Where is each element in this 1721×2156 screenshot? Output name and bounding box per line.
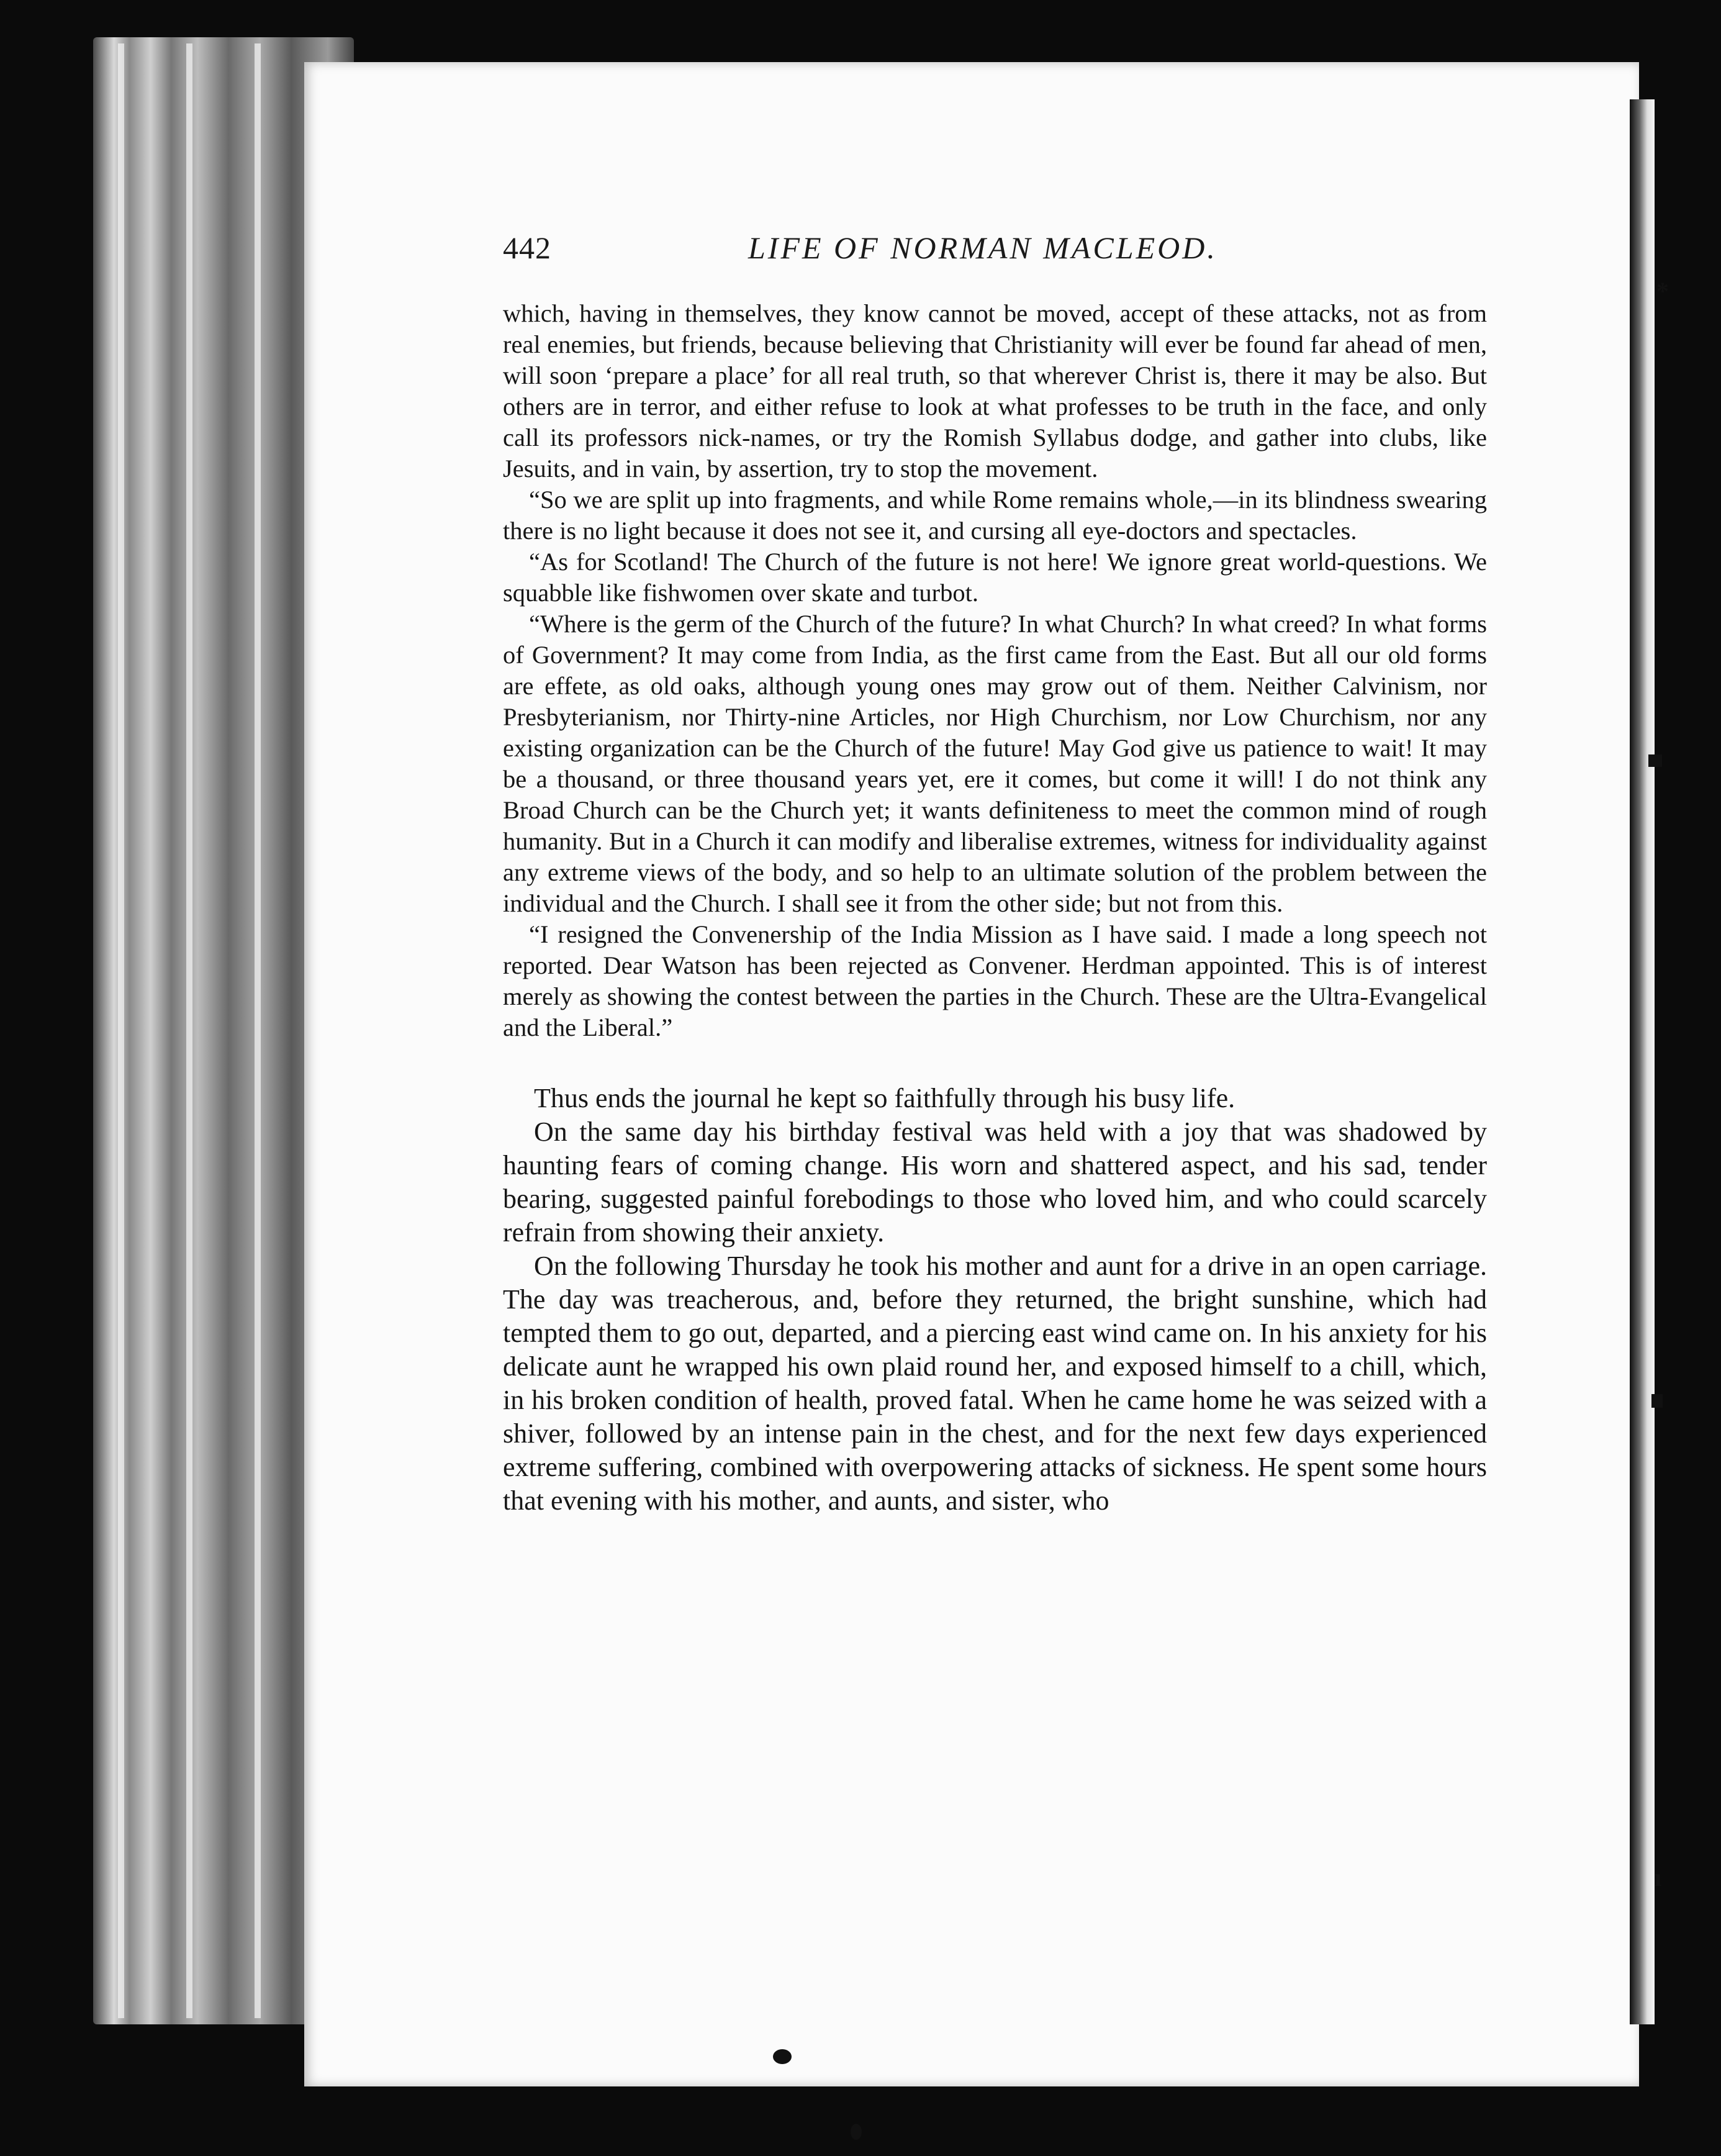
- running-title: LIFE OF NORMAN MACLEOD.: [748, 230, 1217, 265]
- narrative-paragraph: Thus ends the journal he kept so faithfully through his busy life.: [534, 1083, 1235, 1113]
- letter-paragraph: “I resigned the Convenership of the India Mission as I have said. I made a long speech not reported. Dear Watson has been rejected as Convener. Herdman appointed. This is of interest merely as showing the contest between the parties in the Church. These are the Ultra-Evangelical and the Liberal.”: [503, 920, 1487, 1041]
- page-number: 442: [503, 230, 551, 265]
- page-edge-line: [255, 43, 261, 2018]
- page-edge-line: [186, 43, 192, 2018]
- gutter-edge: [1630, 99, 1655, 2024]
- letter-paragraph: which, having in themselves, they know cannot be moved, accept of these attacks, not as from real enemies, but friends, because believing that Christianity will ever be found far ahead of men, will soon ‘prepare a place’ for all real truth, so that wherever Christ is, there it may be also. But others are in terror, and either refuse to look at what professes to be truth in the face, and only call its professors nick-names, or try the Romish Syllabus dodge, and gather into clubs, like Jesuits, and in vain, by assertion, try to stop the movement.: [503, 299, 1487, 482]
- body-text: [503, 298, 1487, 1518]
- margin-mark: [1648, 754, 1662, 767]
- page-edge-line: [118, 43, 124, 2018]
- ink-blot: [851, 2124, 862, 2140]
- margin-mark: ı: [1655, 1864, 1662, 1891]
- margin-mark: *: [1656, 277, 1669, 305]
- narrative: [503, 1082, 1487, 1518]
- letter-paragraph: “So we are split up into fragments, and while Rome remains whole,—in its blindness swearing there is no light because it does not see it, and cursing all eye-doctors and spectacles.: [503, 486, 1487, 545]
- letter-paragraph: “Where is the germ of the Church of the future? In what Church? In what creed? In what forms of Government? It may come from India, as the first came from the East. But all our old forms are effete, as old oaks, although young ones may grow out of them. Neither Calvinism, nor Presbyterianism, nor Thirty-nine Articles, nor High Churchism, nor Low Churchism, nor any existing organization can be the Church of the future! May God give us patience to wait! It may be a thousand, or three thousand years yet, ere it comes, but come it will! I do not think any Broad Church can be the Church yet; it wants definiteness to meet the common mind of rough humanity. But in a Church it can modify and liberalise extremes, witness for individuality against any extreme views of the body, and so help to an ultimate solution of the problem between the individual and the Church. I shall see it from the other side; but not from this.: [503, 610, 1487, 917]
- narrative-paragraph: On the same day his birthday festival was held with a joy that was shadowed by haunting fears of coming change. His worn and shattered aspect, and his sad, tender bearing, suggested painful forebodings to those who loved him, and who could scarcely refrain from showing their anxiety.: [503, 1116, 1487, 1248]
- page-header: [503, 230, 1496, 273]
- narrative-paragraph: On the following Thursday he took his mother and aunt for a drive in an open carriage. The day was treacherous, and, before they returned, the bright sunshine, which had tempted them to go out, departed, and a piercing east wind came on. In his anxiety for his delicate aunt he wrapped his own plaid round her, and exposed himself to a chill, which, in his broken condition of health, proved fatal. When he came home he was seized with a shiver, followed by an intense pain in the chest, and for the next few days experienced extreme suffering, combined with overpowering attacks of sickness. He spent some hours that evening with his mother, and aunts, and sister, who: [503, 1251, 1487, 1516]
- ink-blot: [773, 2049, 792, 2064]
- margin-mark: [1651, 1394, 1663, 1408]
- letter-paragraph: “As for Scotland! The Church of the future is not here! We ignore great world-questions. We squabble like fishwomen over skate and turbot.: [503, 548, 1487, 607]
- quoted-letter: [503, 298, 1487, 1043]
